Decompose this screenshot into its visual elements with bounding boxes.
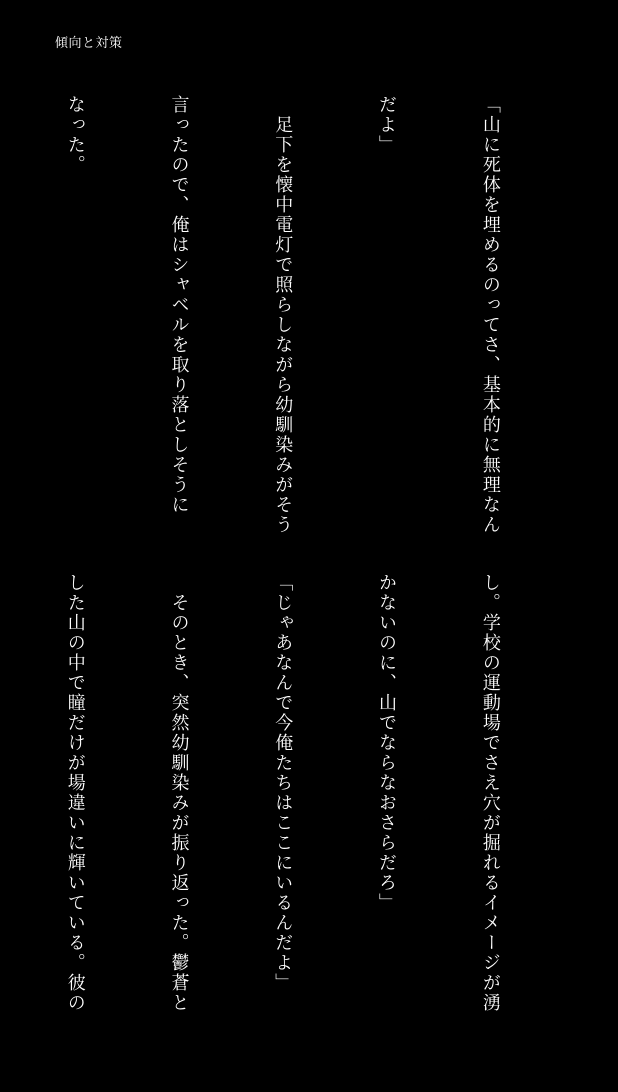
text-line: 足下を懐中電灯で照らしながら幼馴染みがそう [272,95,294,535]
text-line: し。学校の運動場でさえ穴が掘れるイメージが湧 [479,573,501,1013]
text-line: 「じゃあなんで今俺たちはここにいるんだよ」 [272,573,294,993]
text-line: だよ」 [376,95,398,155]
lower-text-block [64,573,576,1013]
chapter-title: 傾向と対策 [55,36,123,51]
text-line: した山の中で瞳だけが場違いに輝いている。彼の [64,573,86,1013]
upper-text-block [48,95,576,535]
text-line: なった。 [64,95,86,175]
text-line: かないのに、山でならなおさらだろ」 [376,573,398,913]
text-line: そのとき、突然幼馴染みが振り返った。鬱蒼と [168,573,190,1013]
text-line: 「山に死体を埋めるのってさ、基本的に無理なん [479,95,501,535]
text-line: 言ったので、俺はシャベルを取り落としそうに [168,95,190,515]
